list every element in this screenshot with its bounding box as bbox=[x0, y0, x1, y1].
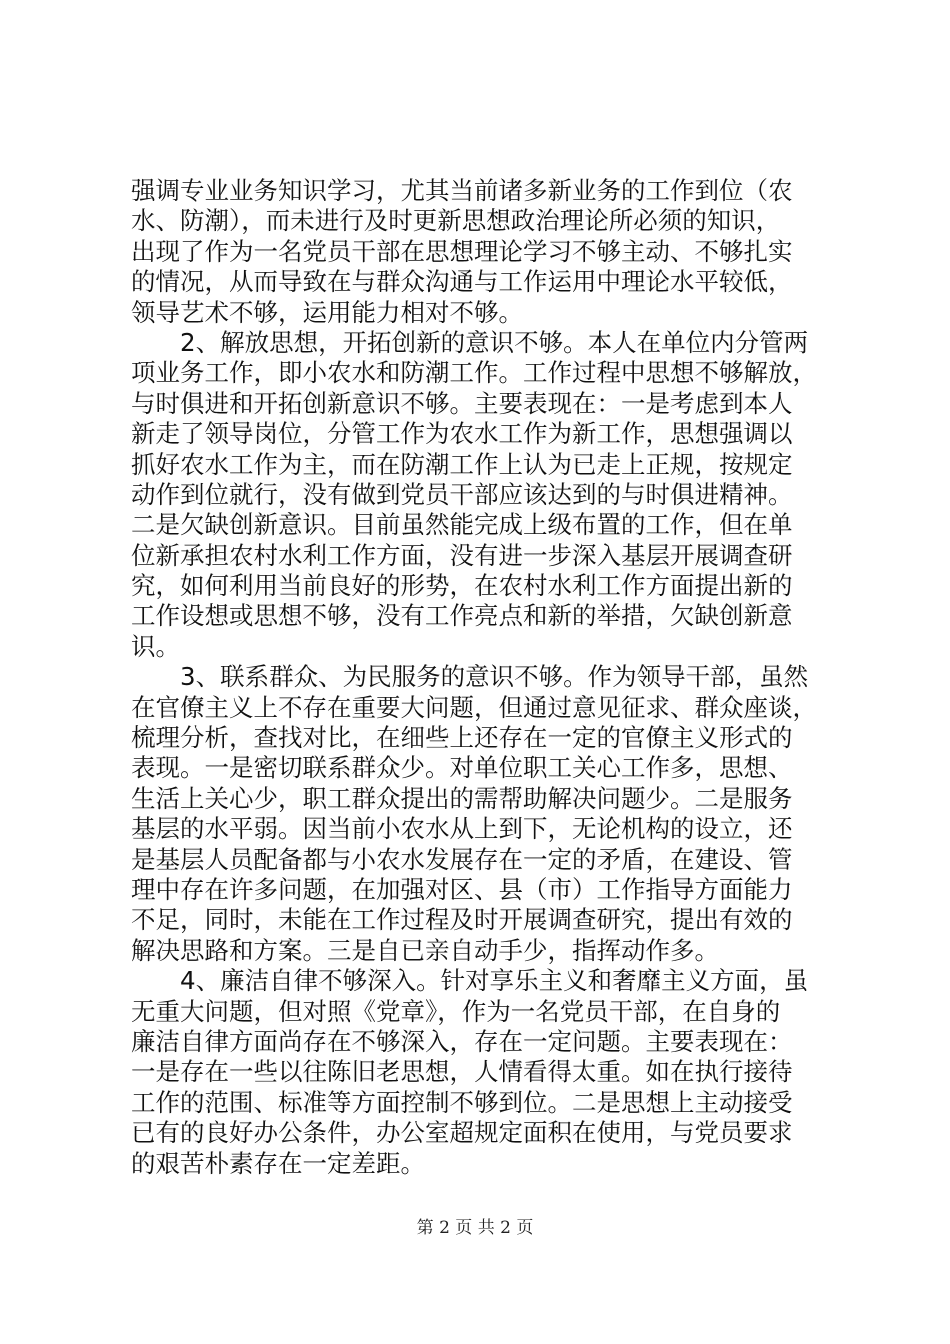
text-line: 一是存在一些以往陈旧老思想，人情看得太重。如在执行接待 bbox=[131, 1057, 793, 1087]
text-line: 工作设想或思想不够，没有工作亮点和新的举措，欠缺创新意 bbox=[131, 601, 793, 631]
text-line: 动作到位就行，没有做到党员干部应该达到的与时俱进精神。 bbox=[131, 479, 793, 509]
text-line: 项业务工作，即小农水和防潮工作。工作过程中思想不够解放， bbox=[131, 358, 817, 388]
text-line: 3、联系群众、为民服务的意识不够。作为领导干部，虽然 bbox=[180, 662, 809, 692]
text-line: 二是欠缺创新意识。目前虽然能完成上级布置的工作，但在单 bbox=[131, 510, 793, 540]
text-line: 的艰苦朴素存在一定差距。 bbox=[131, 1148, 425, 1178]
text-line: 理中存在许多问题，在加强对区、县（市）工作指导方面能力 bbox=[131, 874, 793, 904]
text-line: 基层的水平弱。因当前小农水从上到下，无论机构的设立，还 bbox=[131, 814, 793, 844]
paragraph-2 bbox=[131, 328, 831, 662]
text-line: 廉洁自律方面尚存在不够深入，存在一定问题。主要表现在： bbox=[131, 1026, 793, 1056]
paragraph-intro-continued bbox=[131, 176, 831, 328]
text-line: 4、廉洁自律不够深入。针对享乐主义和奢靡主义方面，虽 bbox=[180, 966, 809, 996]
text-line: 不足，同时，未能在工作过程及时开展调查研究，提出有效的 bbox=[131, 905, 793, 935]
page-number-footer: 第 2 页 共 2 页 bbox=[416, 1218, 534, 1238]
text-line: 的情况，从而导致在与群众沟通与工作运用中理论水平较低， bbox=[131, 267, 793, 297]
text-line: 已有的良好办公条件，办公室超规定面积在使用，与党员要求 bbox=[131, 1118, 793, 1148]
text-line: 强调专业业务知识学习，尤其当前诸多新业务的工作到位（农 bbox=[131, 176, 793, 205]
text-line: 抓好农水工作为主，而在防潮工作上认为已走上正规，按规定 bbox=[131, 449, 793, 479]
text-line: 究，如何利用当前良好的形势，在农村水利工作方面提出新的 bbox=[131, 571, 793, 601]
text-line: 出现了作为一名党员干部在思想理论学习不够主动、不够扎实 bbox=[131, 236, 793, 266]
text-line: 解决思路和方案。三是自已亲自动手少，指挥动作多。 bbox=[131, 935, 719, 965]
text-line: 在官僚主义上不存在重要大问题，但通过意见征求、群众座谈， bbox=[131, 692, 817, 722]
paragraph-3 bbox=[131, 662, 831, 966]
text-line: 2、解放思想，开拓创新的意识不够。本人在单位内分管两 bbox=[180, 327, 809, 357]
text-line: 生活上关心少，职工群众提出的需帮助解决问题少。二是服务 bbox=[131, 783, 793, 813]
text-line: 位新承担农村水利工作方面，没有进一步深入基层开展调查研 bbox=[131, 540, 793, 570]
text-line: 是基层人员配备都与小农水发展存在一定的矛盾，在建设、管 bbox=[131, 844, 793, 874]
text-line: 无重大问题，但对照《党章》，作为一名党员干部，在自身的 bbox=[131, 996, 781, 1026]
paragraph-4 bbox=[131, 966, 831, 1179]
text-line: 识。 bbox=[131, 631, 180, 661]
text-line: 表现。一是密切联系群众少。对单位职工关心工作多，思想、 bbox=[131, 753, 793, 783]
document-body bbox=[131, 176, 831, 1179]
text-line: 领导艺术不够，运用能力相对不够。 bbox=[131, 297, 523, 327]
text-line: 与时俱进和开拓创新意识不够。主要表现在：一是考虑到本人 bbox=[131, 388, 793, 418]
text-line: 新走了领导岗位，分管工作为农水工作为新工作，思想强调以 bbox=[131, 419, 793, 449]
text-line: 工作的范围、标准等方面控制不够到位。二是思想上主动接受 bbox=[131, 1087, 793, 1117]
text-line: 水、防潮），而未进行及时更新思想政治理论所必须的知识， bbox=[131, 206, 781, 236]
text-line: 梳理分析，查找对比，在细些上还存在一定的官僚主义形式的 bbox=[131, 723, 793, 753]
